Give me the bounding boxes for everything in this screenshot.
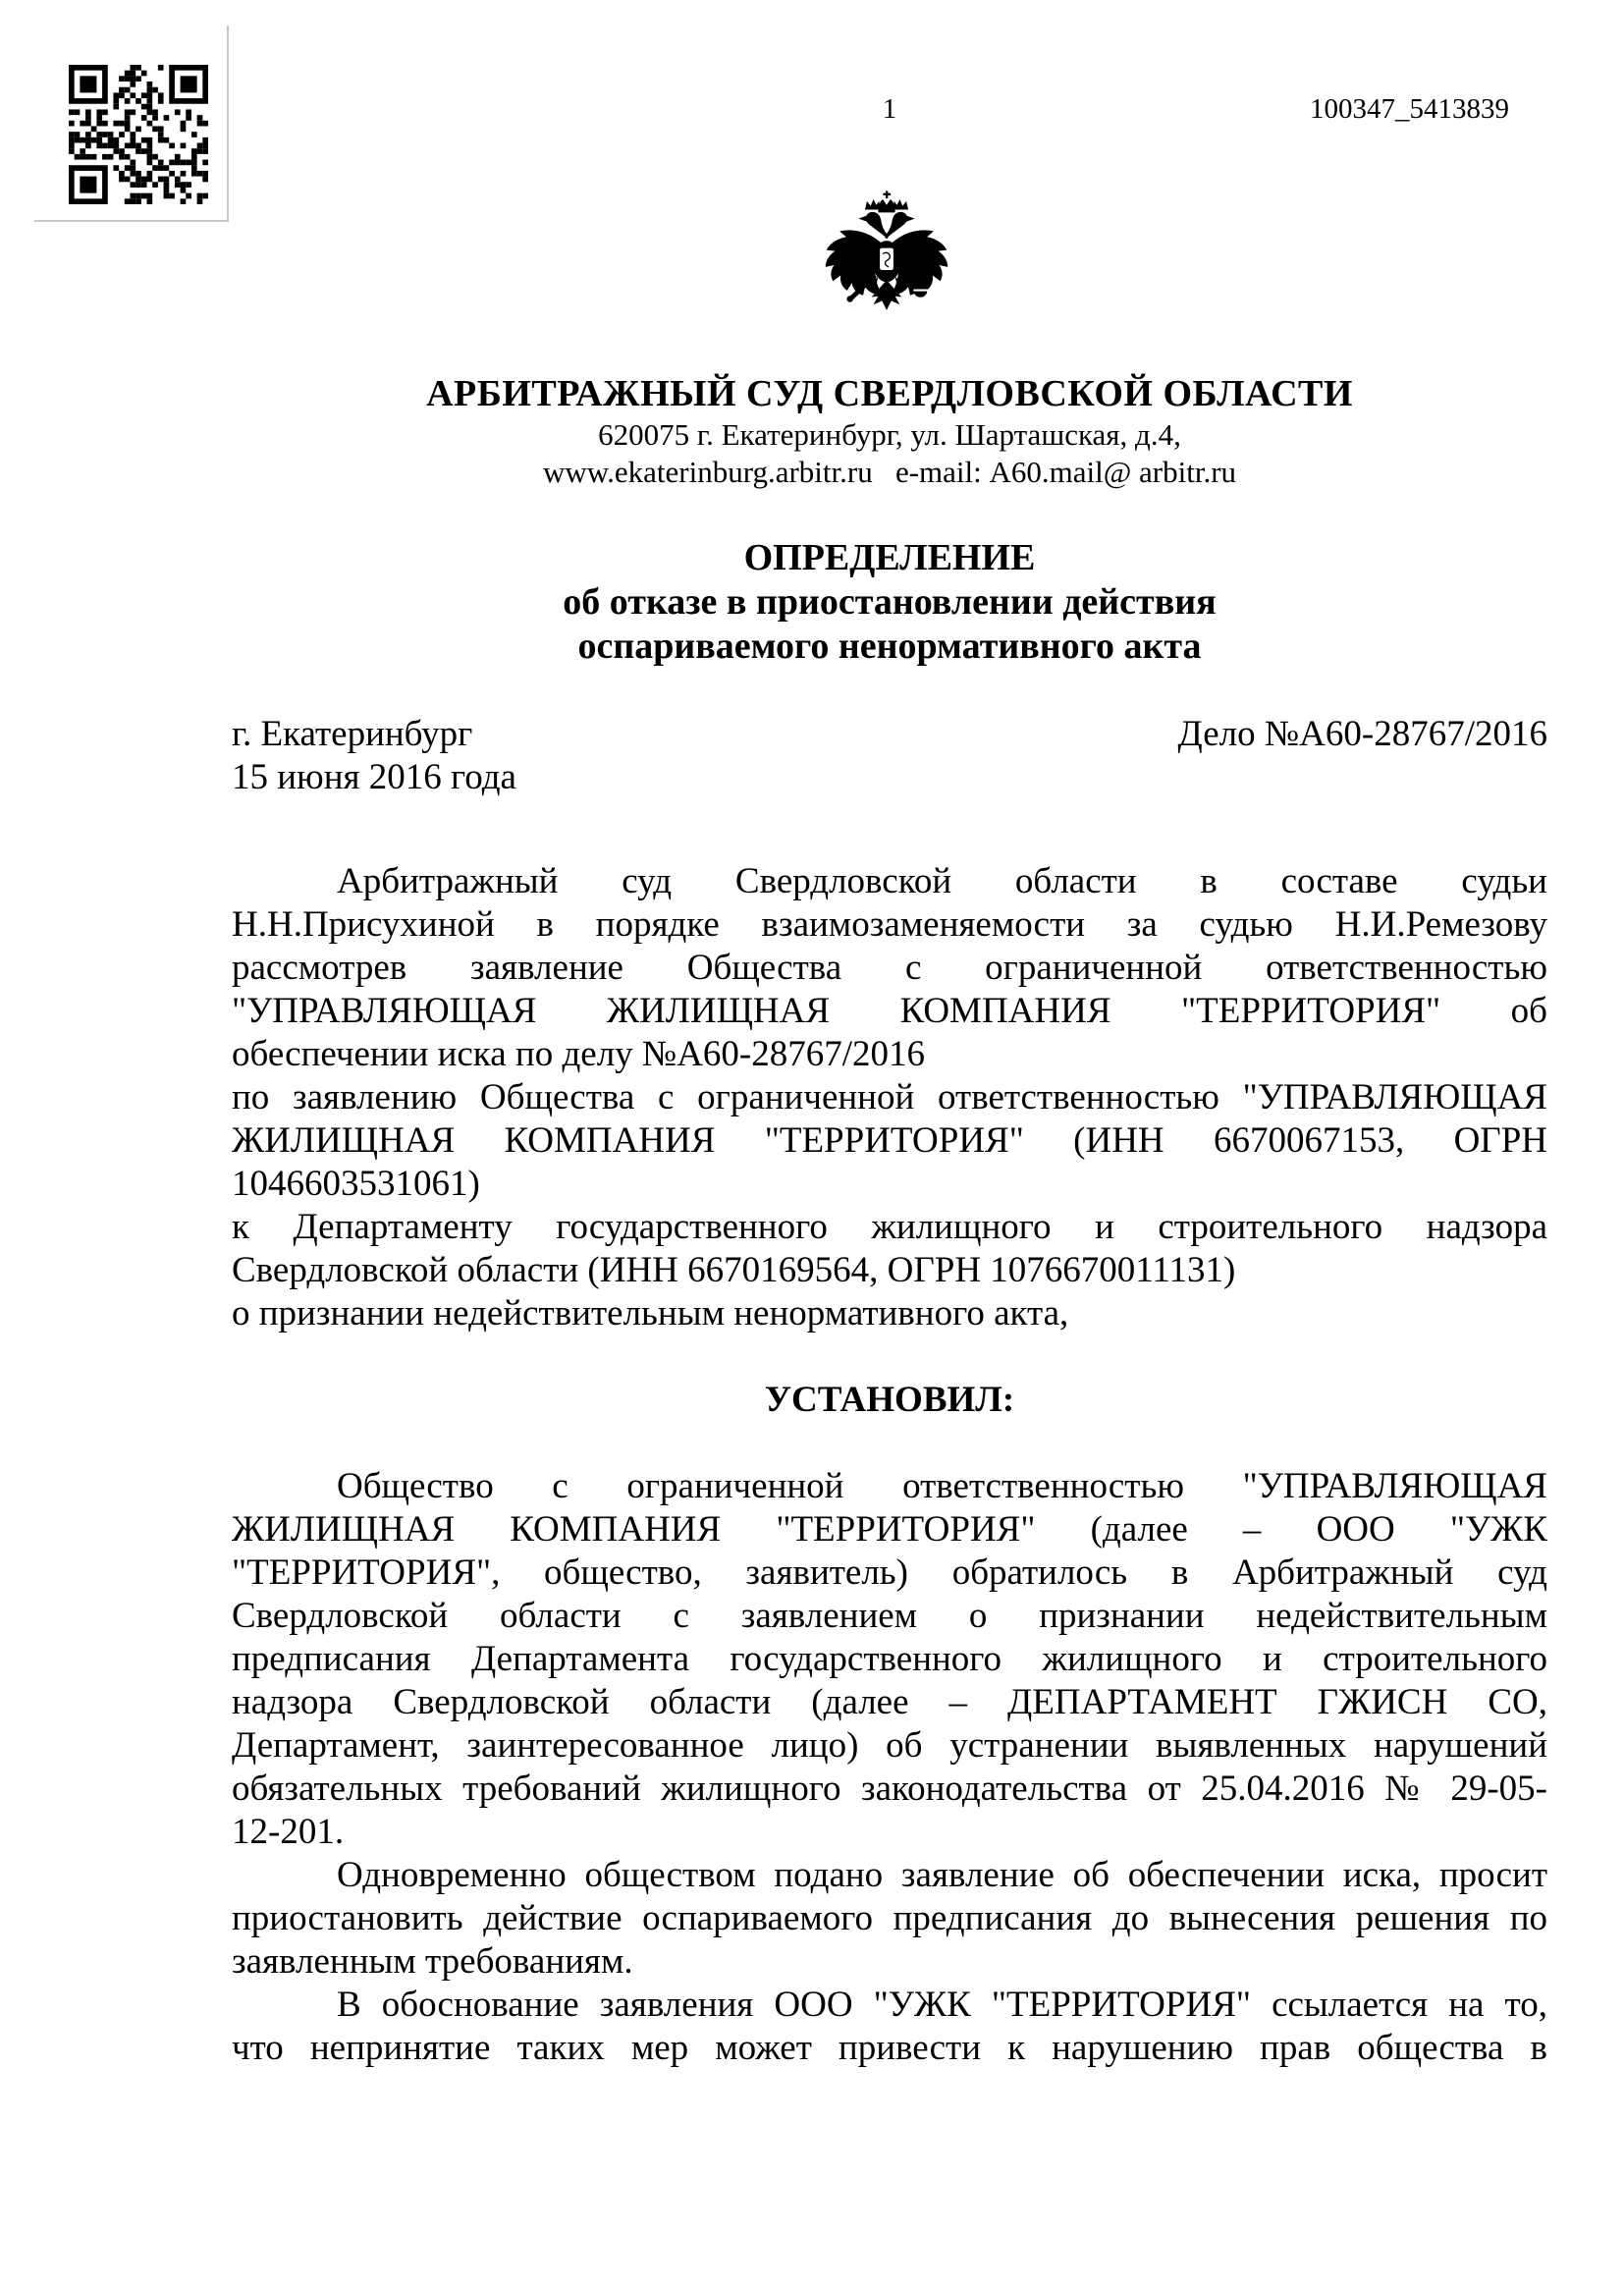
city: г. Екатеринбург: [232, 714, 473, 754]
body-line: что непринятие таких мер может привести к нарушению прав общества в: [232, 2028, 1547, 2068]
paragraph: [232, 1292, 1547, 1335]
document-title-block: [232, 536, 1547, 669]
page-number: 1: [882, 93, 897, 125]
body-line: 1046603531061): [232, 1164, 480, 1204]
body-line: ЖИЛИЩНАЯ КОМПАНИЯ "ТЕРРИТОРИЯ" (ИНН 6670067153, ОГРН: [232, 1120, 1547, 1161]
court-name: АРБИТРАЖНЫЙ СУД СВЕРДЛОВСКОЙ ОБЛАСТИ: [426, 373, 1353, 414]
body-line: приостановить действие оспариваемого предписания до вынесения решения по: [232, 1898, 1547, 1938]
court-address: 620075 г. Екатеринбург, ул. Шарташская, д.4,: [598, 417, 1181, 452]
court-contacts: www.ekaterinburg.arbitr.ru e-mail: А60.mail@ arbitr.ru: [542, 455, 1237, 489]
body-line: Н.Н.Присухиной в порядке взаимозаменяемости за судью Н.И.Ремезову: [232, 904, 1547, 945]
body-line: предписания Департамента государственного жилищного и строительного: [232, 1639, 1547, 1679]
body-line: Департамент, заинтересованное лицо) об устранении выявленных нарушений: [232, 1725, 1547, 1766]
qr-code: [34, 26, 229, 222]
body-line: "ТЕРРИТОРИЯ", общество, заявитель) обратилось в Арбитражный суд: [232, 1552, 1547, 1593]
body-line: обеспечении иска по делу №А60-28767/2016: [232, 1034, 926, 1074]
body-line: Общество с ограниченной ответственностью "УПРАВЛЯЮЩАЯ: [337, 1466, 1547, 1506]
body-line: надзора Свердловской области (далее – ДЕПАРТАМЕНТ ГЖИСН СО,: [232, 1682, 1547, 1722]
russian-coat-of-arms-icon: [821, 187, 952, 321]
paragraph: [232, 860, 1547, 1076]
body-line: заявленным требованиям.: [232, 1941, 633, 1982]
body-line: обязательных требований жилищного законодательства от 25.04.2016 № 29-05-: [232, 1769, 1547, 1809]
body-line: Свердловской области (ИНН 6670169564, ОГРН 1076670011131): [232, 1250, 1236, 1290]
document-title: ОПРЕДЕЛЕНИЕ: [743, 537, 1036, 578]
section-heading: УСТАНОВИЛ:: [764, 1380, 1015, 1420]
document-subtitle-1: об отказе в приостановлении действия: [563, 581, 1217, 623]
document-subtitle-2: оспариваемого ненормативного акта: [577, 626, 1202, 667]
case-number: Дело №А60-28767/2016: [1177, 714, 1547, 754]
case-info-row: [232, 713, 1547, 756]
paragraph: [232, 1984, 1547, 2070]
body-line: В обоснование заявления ООО "УЖК "ТЕРРИТОРИЯ" ссылается на то,: [337, 1985, 1547, 2025]
body-line: "УПРАВЛЯЮЩАЯ ЖИЛИЩНАЯ КОМПАНИЯ "ТЕРРИТОРИЯ" об: [232, 991, 1547, 1031]
document-body: [232, 860, 1547, 2070]
body-line: по заявлению Общества с ограниченной ответственностью "УПРАВЛЯЮЩАЯ: [232, 1077, 1547, 1117]
page-header-row: [232, 90, 1547, 130]
document-date: 15 июня 2016 года: [232, 757, 516, 797]
body-line: к Департаменту государственного жилищного и строительного надзора: [232, 1207, 1547, 1247]
body-line: рассмотрев заявление Общества с ограниченной ответственностью: [232, 948, 1547, 988]
body-line: Свердловской области с заявлением о признании недействительным: [232, 1596, 1547, 1636]
qr-code-image: [69, 65, 208, 204]
paragraph: [232, 1206, 1547, 1292]
court-header: [232, 371, 1547, 491]
document-id: 100347_5413839: [1310, 93, 1509, 125]
paragraph: [232, 1465, 1547, 1854]
body-line: Одновременно обществом подано заявление об обеспечении иска, просит: [337, 1855, 1547, 1895]
paragraph: [232, 1854, 1547, 1984]
paragraph: [232, 1076, 1547, 1206]
body-line: Арбитражный суд Свердловской области в составе судьи: [337, 861, 1547, 901]
body-line: о признании недействительным ненормативного акта,: [232, 1293, 1069, 1334]
body-line: 12-201.: [232, 1812, 345, 1852]
body-line: ЖИЛИЩНАЯ КОМПАНИЯ "ТЕРРИТОРИЯ" (далее – ООО "УЖК: [232, 1509, 1547, 1550]
